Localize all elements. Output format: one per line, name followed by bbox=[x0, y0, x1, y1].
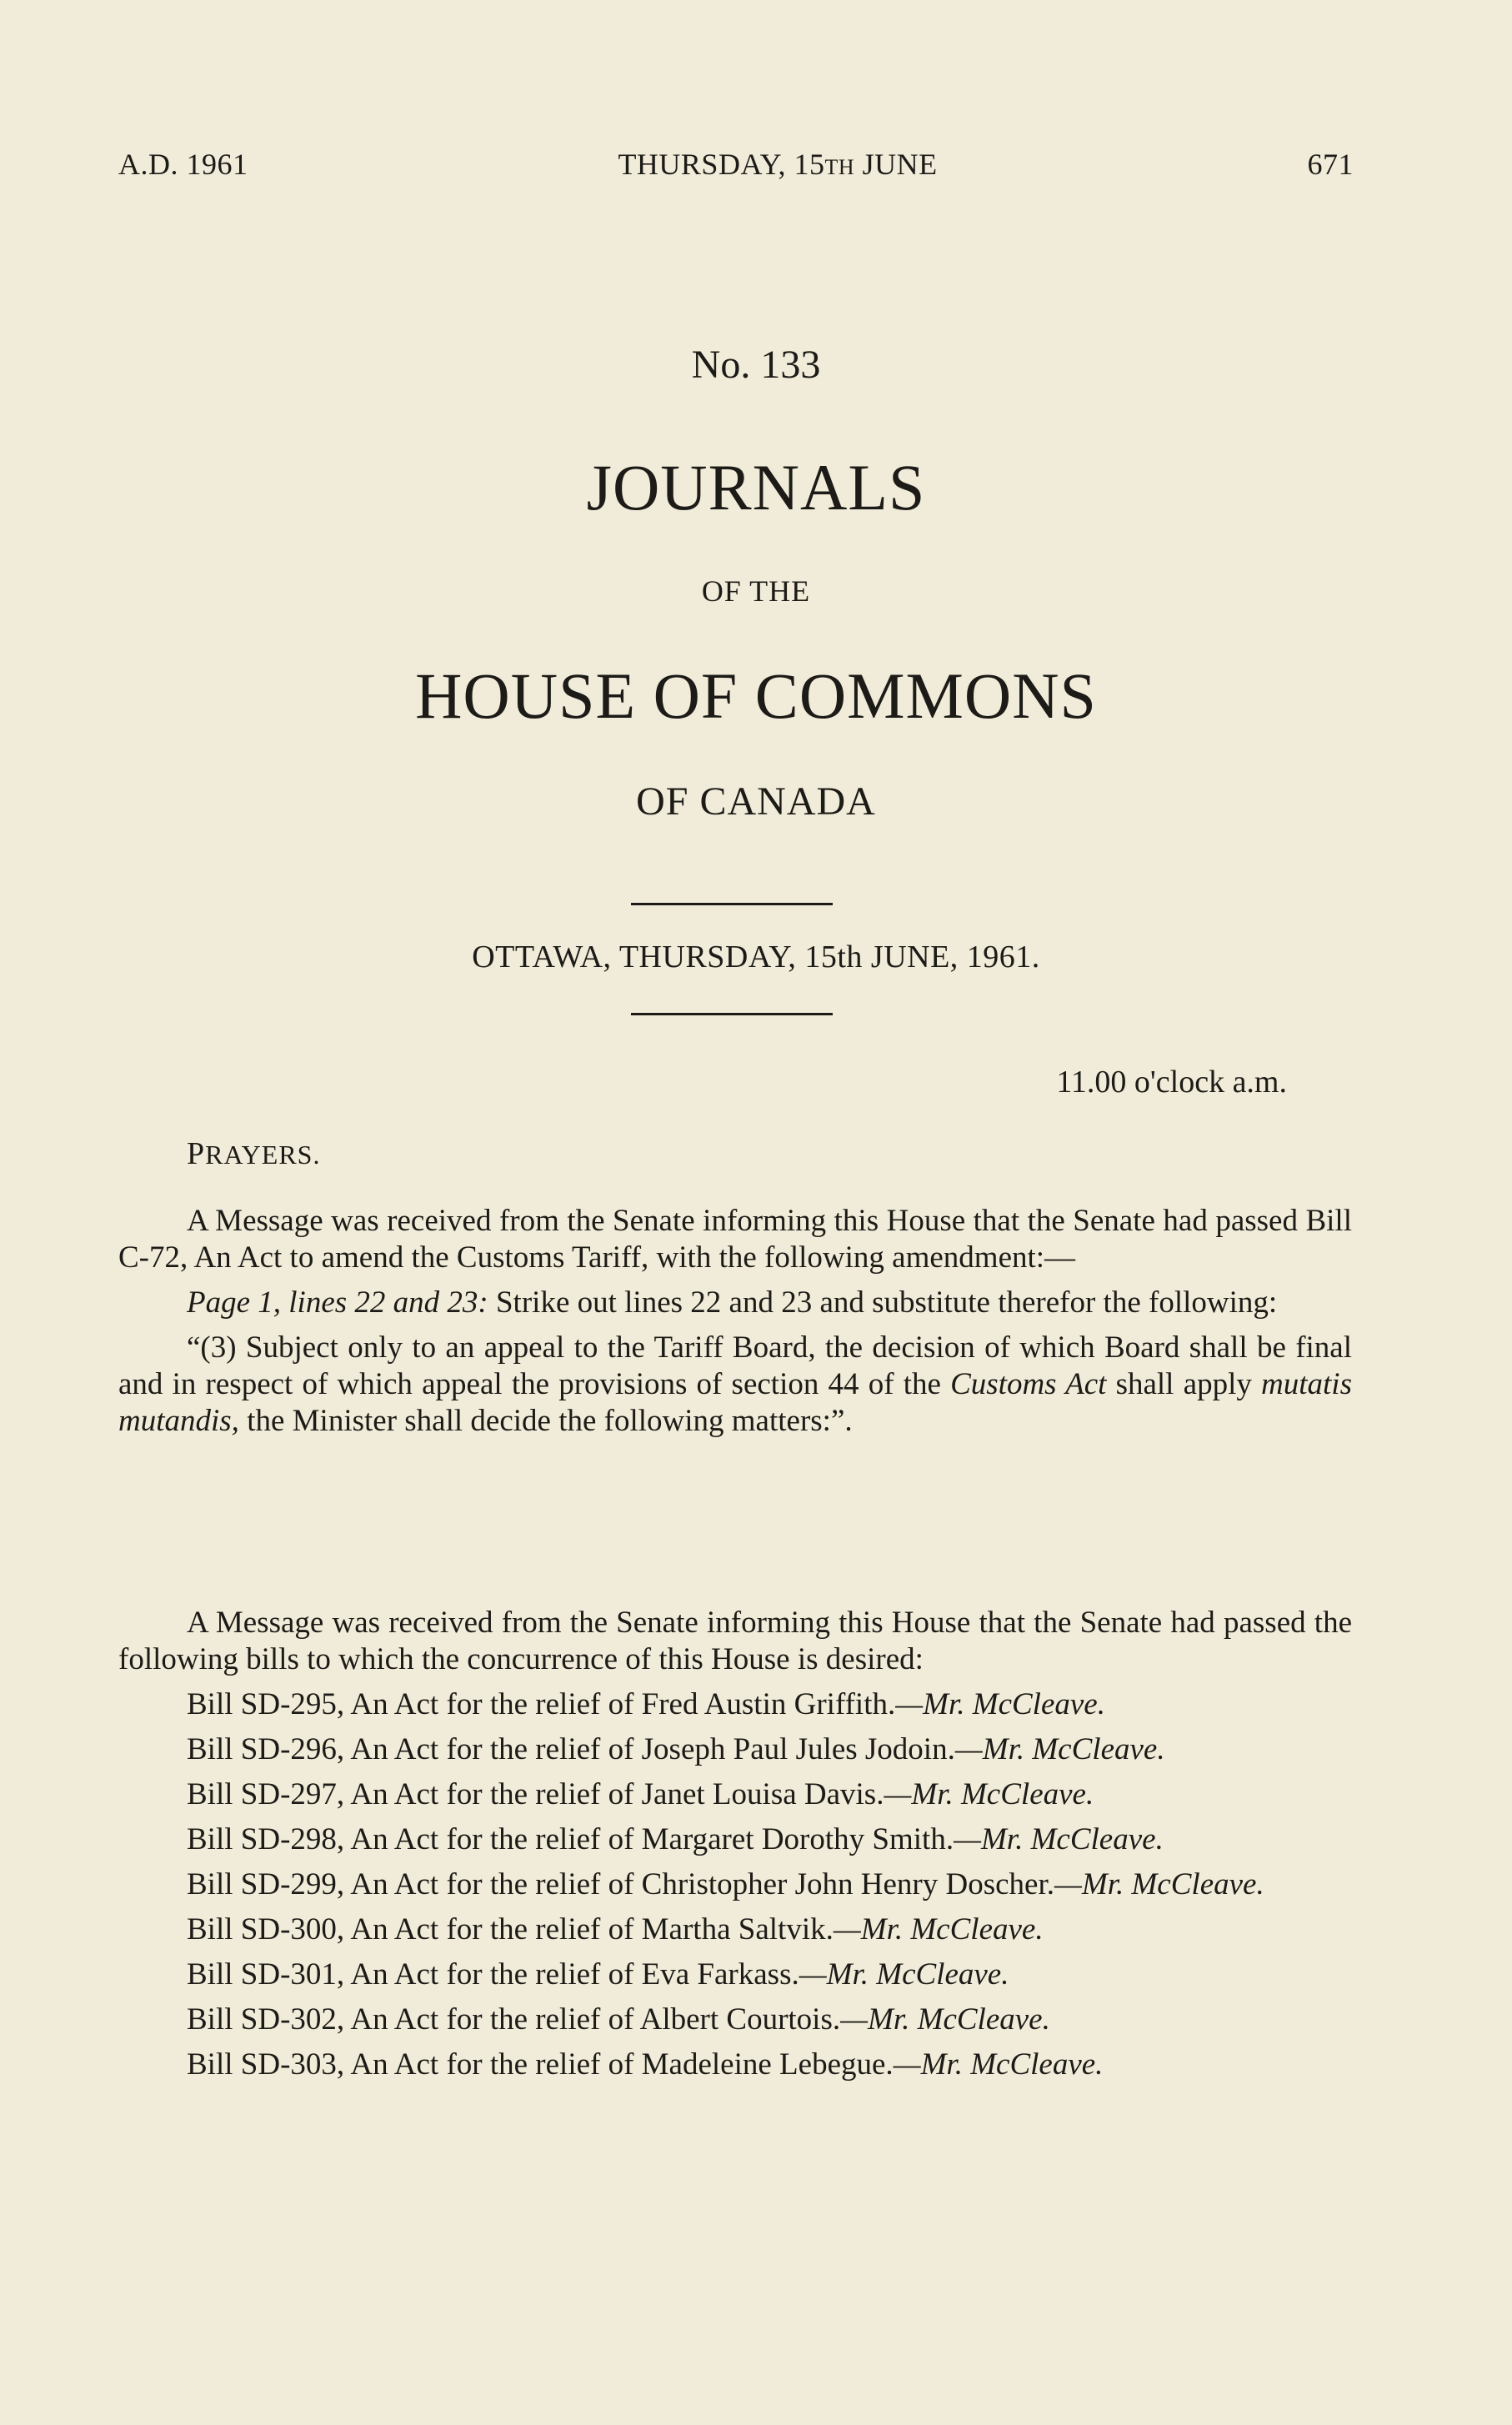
divider-rule-top bbox=[631, 903, 833, 905]
quote-part-b: shall apply bbox=[1106, 1367, 1262, 1401]
bill-item bbox=[118, 1776, 1352, 1813]
prayers-heading bbox=[187, 1135, 320, 1172]
bill-text: Bill SD-302, An Act for the relief of Albert Courtois. bbox=[187, 2002, 841, 2037]
issue-number: No. 133 bbox=[691, 343, 821, 387]
bill-item bbox=[118, 1911, 1352, 1948]
sitting-time: 11.00 o'clock a.m. bbox=[1056, 1065, 1287, 1100]
bill-sponsor: —Mr. McCleave. bbox=[884, 1777, 1094, 1811]
bill-text: Bill SD-296, An Act for the relief of Joseph Paul Jules Jodoin. bbox=[187, 1732, 955, 1766]
running-head-date bbox=[618, 147, 937, 182]
bill-text: Bill SD-299, An Act for the relief of Christopher John Henry Doscher. bbox=[187, 1867, 1054, 1901]
senate-message-amendment bbox=[118, 1203, 1352, 1448]
journal-title: JOURNALS bbox=[586, 451, 926, 524]
prayers-rest: RAYERS. bbox=[205, 1140, 321, 1170]
bill-item bbox=[118, 1686, 1352, 1723]
bill-sponsor: —Mr. McCleave. bbox=[895, 1687, 1105, 1721]
quote-act-title: Customs Act bbox=[950, 1367, 1107, 1401]
amendment-paragraph bbox=[118, 1285, 1352, 1321]
bill-text: Bill SD-301, An Act for the relief of Eva Farkass. bbox=[187, 1957, 799, 1992]
bill-sponsor: —Mr. McCleave. bbox=[840, 2002, 1050, 2037]
bill-text: Bill SD-303, An Act for the relief of Madeleine Lebegue. bbox=[187, 2047, 894, 2082]
message-intro: A Message was received from the Senate informing this House that the Senate had passed Bill C-72, An Act to amend the Customs Tariff, with the following amendment:— bbox=[118, 1204, 1352, 1275]
amendment-reference: Page 1, lines 22 and 23: bbox=[187, 1285, 488, 1320]
bill-list bbox=[118, 1686, 1352, 2083]
bill-sponsor: —Mr. McCleave. bbox=[1054, 1867, 1264, 1901]
bill-text: Bill SD-300, An Act for the relief of Martha Saltvik. bbox=[187, 1912, 834, 1947]
house-title: HOUSE OF COMMONS bbox=[415, 659, 1097, 732]
divider-rule-bottom bbox=[631, 1013, 833, 1015]
bill-item bbox=[118, 2047, 1352, 2083]
running-head-date-day: THURSDAY, 15 bbox=[618, 148, 825, 181]
bill-sponsor: —Mr. McCleave. bbox=[799, 1957, 1009, 1992]
page-number: 671 bbox=[1307, 148, 1354, 181]
amendment-text: Strike out lines 22 and 23 and substitute therefor the following: bbox=[488, 1285, 1278, 1320]
prayers-initial: P bbox=[187, 1136, 206, 1171]
message-intro: A Message was received from the Senate informing this House that the Senate had passed the following bills to which the concurrence of this House is desired: bbox=[118, 1606, 1352, 1676]
bill-text: Bill SD-297, An Act for the relief of Janet Louisa Davis. bbox=[187, 1777, 884, 1811]
bill-sponsor: —Mr. McCleave. bbox=[954, 1822, 1164, 1856]
senate-message-bills bbox=[118, 1605, 1352, 2092]
running-head-date-suffix: TH bbox=[824, 155, 855, 179]
bill-text: Bill SD-295, An Act for the relief of Fred Austin Griffith. bbox=[187, 1687, 896, 1721]
journal-subtitle-of-the: OF THE bbox=[701, 574, 811, 608]
bill-item bbox=[118, 1866, 1352, 1903]
quote-part-c: the Minister shall decide the following matters:”. bbox=[238, 1404, 853, 1438]
bill-item bbox=[118, 1821, 1352, 1858]
running-head-date-month: JUNE bbox=[854, 148, 938, 181]
running-head bbox=[118, 147, 1354, 182]
bill-item bbox=[118, 2002, 1352, 2038]
bill-sponsor: —Mr. McCleave. bbox=[833, 1912, 1044, 1947]
amendment-quote bbox=[118, 1330, 1352, 1440]
quote-latin-phrase: mutatis mutandis, bbox=[118, 1367, 1352, 1438]
bill-item bbox=[118, 1957, 1352, 1993]
quote-part-a: “(3) Subject only to an appeal to the Tariff Board, the decision of which Board shall be final and in respect of which appeal the provisions of section 44 of the bbox=[118, 1330, 1352, 1401]
running-head-year: A.D. 1961 bbox=[118, 148, 248, 181]
dateline: OTTAWA, THURSDAY, 15th JUNE, 1961. bbox=[472, 939, 1040, 975]
bill-text: Bill SD-298, An Act for the relief of Margaret Dorothy Smith. bbox=[187, 1822, 954, 1856]
country-subtitle: OF CANADA bbox=[636, 779, 876, 824]
bill-sponsor: —Mr. McCleave. bbox=[893, 2047, 1104, 2082]
bill-item bbox=[118, 1731, 1352, 1768]
bill-sponsor: —Mr. McCleave. bbox=[954, 1732, 1165, 1766]
